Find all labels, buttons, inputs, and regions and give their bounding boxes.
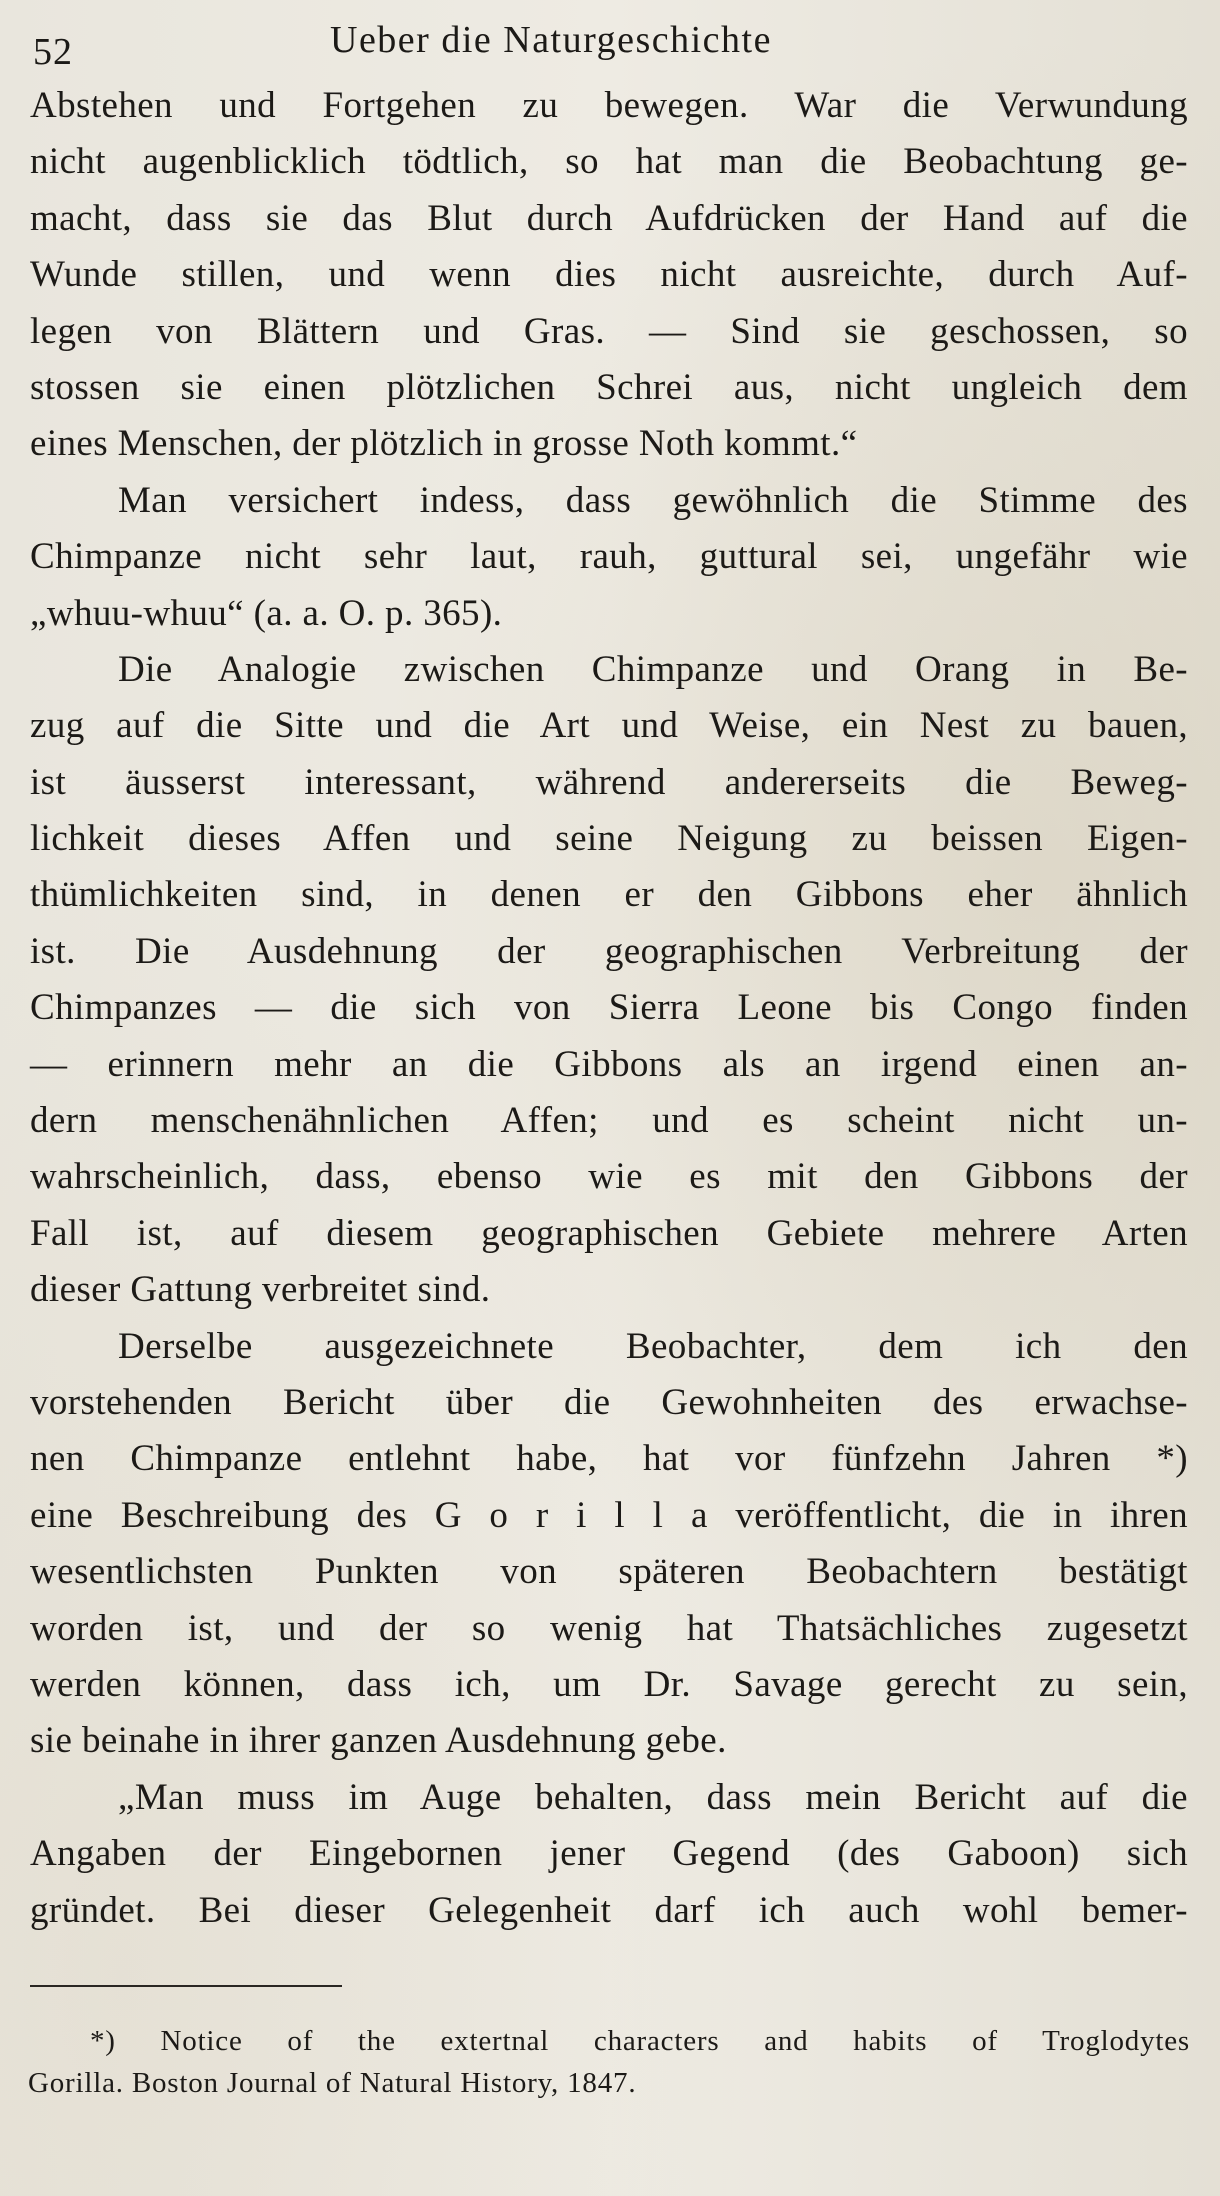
text-line: wahrscheinlich, dass, ebenso wie es mit den Gibbons der: [30, 1156, 1188, 1198]
text-line: Chimpanzes — die sich von Sierra Leone bis Congo finden: [30, 987, 1188, 1029]
text-line: eine Beschreibung des G o r i l l a veröffentlicht, die in ihren: [30, 1494, 1188, 1536]
text-line: nicht augenblicklich tödtlich, so hat man die Beobachtung ge-: [30, 141, 1188, 183]
text-line: gründet. Bei dieser Gelegenheit darf ich auch wohl bemer-: [30, 1889, 1188, 1931]
text-line: Chimpanze nicht sehr laut, rauh, guttural sei, ungefähr wie: [30, 536, 1188, 578]
text-line: Die Analogie zwischen Chimpanze und Orang in Be-: [118, 648, 1188, 690]
page-header: [30, 12, 1190, 72]
body-text: [30, 78, 1188, 1939]
text-line: „Man muss im Auge behalten, dass mein Bericht auf die: [118, 1776, 1188, 1818]
page-number: 52: [33, 31, 73, 73]
text-line: zug auf die Sitte und die Art und Weise, ein Nest zu bauen,: [30, 705, 1188, 747]
text-line: werden können, dass ich, um Dr. Savage gerecht zu sein,: [30, 1663, 1188, 1705]
text-line: Fall ist, auf diesem geographischen Gebiete mehrere Arten: [30, 1212, 1188, 1254]
footnote-divider: [30, 1985, 342, 1987]
footnote-line: *) Notice of the extertnal characters and habits of Troglodytes: [90, 2025, 1190, 2057]
text-line: ist äusserst interessant, während andererseits die Beweg-: [30, 761, 1188, 803]
text-line: Derselbe ausgezeichnete Beobachter, dem ich den: [118, 1325, 1188, 1367]
text-line: wesentlichsten Punkten von späteren Beobachtern bestätigt: [30, 1551, 1188, 1593]
text-line: sie beinahe in ihrer ganzen Ausdehnung gebe.: [30, 1720, 727, 1762]
text-line: stossen sie einen plötzlichen Schrei aus, nicht ungleich dem: [30, 366, 1188, 408]
text-line: eines Menschen, der plötzlich in grosse Noth kommt.“: [30, 423, 858, 465]
text-line: Wunde stillen, und wenn dies nicht ausreichte, durch Auf-: [30, 254, 1188, 296]
text-line: Angaben der Eingebornen jener Gegend (des Gaboon) sich: [30, 1833, 1188, 1875]
text-line: worden ist, und der so wenig hat Thatsächliches zugesetzt: [30, 1607, 1188, 1649]
text-line: dern menschenähnlichen Affen; und es scheint nicht un-: [30, 1100, 1188, 1142]
text-line: Abstehen und Fortgehen zu bewegen. War die Verwundung: [30, 85, 1188, 126]
text-line: — erinnern mehr an die Gibbons als an irgend einen an-: [30, 1043, 1188, 1085]
text-line: Man versichert indess, dass gewöhnlich die Stimme des: [118, 479, 1188, 521]
text-line: ist. Die Ausdehnung der geographischen Verbreitung der: [30, 930, 1188, 972]
text-line: nen Chimpanze entlehnt habe, hat vor fünfzehn Jahren *): [30, 1438, 1188, 1480]
footnote: [28, 2020, 1190, 2104]
text-line: lichkeit dieses Affen und seine Neigung zu beissen Eigen-: [30, 818, 1188, 860]
text-line: thümlichkeiten sind, in denen er den Gibbons eher ähnlich: [30, 874, 1188, 916]
text-line: vorstehenden Bericht über die Gewohnheiten des erwachse-: [30, 1381, 1188, 1423]
text-line: macht, dass sie das Blut durch Aufdrücken der Hand auf die: [30, 197, 1188, 239]
running-head: Ueber die Naturgeschichte: [330, 19, 772, 61]
text-line: dieser Gattung verbreitet sind.: [30, 1269, 491, 1311]
text-line: legen von Blättern und Gras. — Sind sie geschossen, so: [30, 310, 1188, 352]
text-line: „whuu-whuu“ (a. a. O. p. 365).: [30, 592, 503, 634]
footnote-line: Gorilla. Boston Journal of Natural History, 1847.: [28, 2067, 637, 2099]
